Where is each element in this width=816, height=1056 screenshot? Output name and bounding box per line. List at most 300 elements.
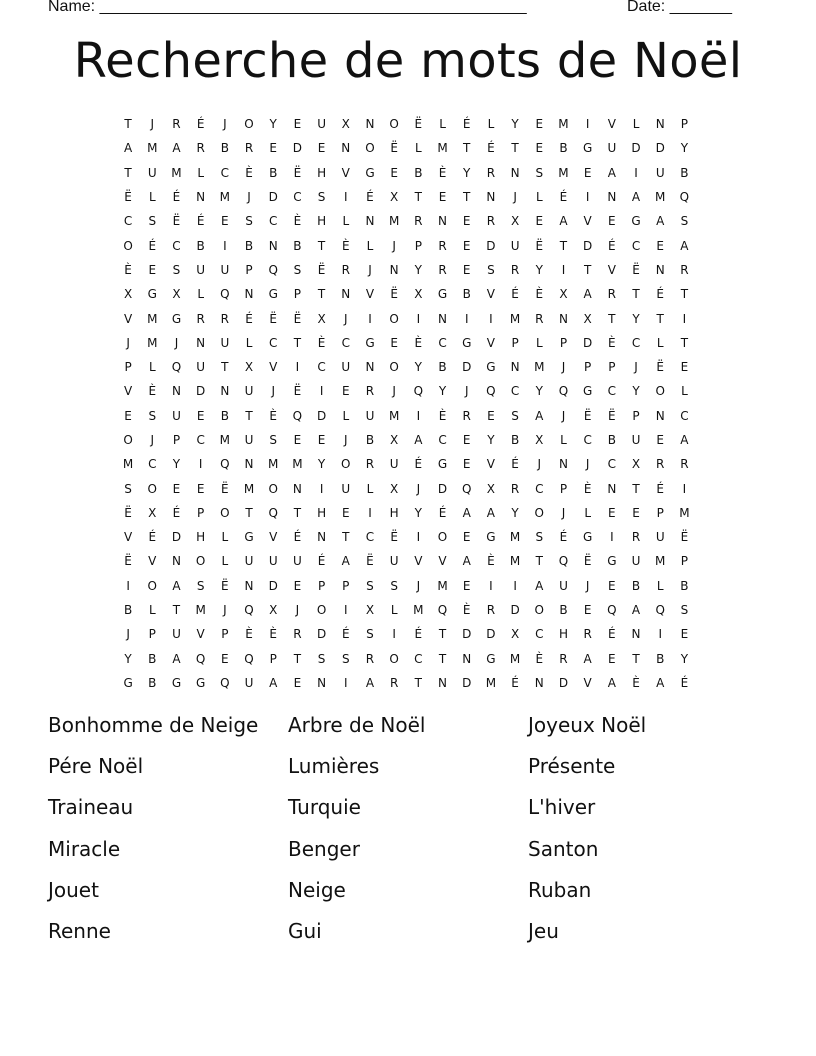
grid-letter: E bbox=[196, 408, 205, 423]
grid-letter: M bbox=[509, 554, 521, 569]
grid-letter: R bbox=[365, 457, 375, 472]
grid-letter: C bbox=[293, 190, 302, 205]
grid-letter: S bbox=[317, 651, 326, 666]
grid-letter: Ë bbox=[124, 505, 132, 520]
grid-letter: I bbox=[682, 311, 687, 326]
grid-letter: B bbox=[220, 141, 229, 156]
grid-letter: I bbox=[634, 165, 638, 180]
grid-letter: A bbox=[123, 141, 133, 156]
grid-letter: L bbox=[366, 238, 374, 253]
grid-letter: D bbox=[462, 675, 472, 690]
grid-letter: È bbox=[438, 408, 447, 423]
grid-letter: S bbox=[535, 165, 544, 180]
grid-letter: N bbox=[607, 481, 617, 496]
grid-letter: J bbox=[561, 408, 566, 423]
grid-letter: A bbox=[341, 554, 350, 569]
grid-letter: R bbox=[244, 141, 254, 156]
grid-letter: Q bbox=[558, 384, 569, 399]
grid-letter: G bbox=[583, 384, 593, 399]
grid-letter: N bbox=[317, 530, 327, 545]
grid-letter: L bbox=[656, 578, 664, 593]
grid-letter: P bbox=[656, 505, 664, 520]
grid-letter: L bbox=[656, 335, 664, 350]
grid-letter: J bbox=[344, 433, 348, 447]
grid-letter: A bbox=[172, 651, 181, 666]
grid-letter: É bbox=[196, 117, 205, 132]
grid-letter: É bbox=[148, 238, 157, 253]
grid-letter: I bbox=[513, 578, 517, 593]
grid-letter: Q bbox=[558, 554, 569, 569]
grid-letter: G bbox=[486, 651, 496, 666]
grid-letter: É bbox=[511, 675, 519, 690]
grid-letter: N bbox=[486, 190, 496, 205]
grid-letter: D bbox=[268, 190, 278, 205]
word-list-item: Traineau bbox=[48, 795, 134, 820]
grid-letter: O bbox=[365, 141, 375, 156]
grid-letter: Ë bbox=[293, 165, 302, 180]
grid-letter: E bbox=[608, 578, 616, 593]
grid-letter: C bbox=[631, 238, 641, 253]
grid-letter: U bbox=[220, 262, 230, 277]
grid-letter: C bbox=[365, 530, 375, 545]
grid-letter: Y bbox=[414, 505, 423, 520]
grid-letter: A bbox=[583, 287, 592, 302]
grid-letter: T bbox=[342, 530, 350, 545]
grid-letter: E bbox=[148, 262, 157, 277]
grid-letter: N bbox=[341, 141, 351, 156]
grid-letter: É bbox=[172, 505, 181, 520]
grid-letter: J bbox=[295, 603, 300, 618]
grid-letter: M bbox=[679, 505, 690, 520]
grid-letter: J bbox=[174, 335, 179, 350]
grid-letter: U bbox=[172, 627, 181, 642]
grid-letter: Ë bbox=[366, 554, 374, 569]
grid-letter: M bbox=[147, 335, 158, 350]
grid-letter: P bbox=[124, 360, 132, 375]
grid-letter: V bbox=[196, 627, 205, 642]
grid-letter: B bbox=[559, 603, 568, 618]
grid-letter: J bbox=[150, 433, 155, 447]
grid-letter: X bbox=[365, 603, 375, 618]
grid-letter: R bbox=[631, 530, 641, 545]
grid-letter: E bbox=[341, 505, 350, 520]
grid-letter: Ë bbox=[583, 554, 592, 569]
word-list-item: Turquie bbox=[288, 795, 361, 820]
grid-letter: É bbox=[414, 627, 423, 642]
grid-letter: T bbox=[632, 287, 640, 302]
grid-letter: L bbox=[197, 287, 204, 302]
grid-letter: Y bbox=[124, 651, 132, 666]
grid-letter: S bbox=[680, 603, 689, 618]
grid-letter: M bbox=[147, 141, 158, 156]
grid-letter: G bbox=[171, 675, 182, 690]
grid-letter: N bbox=[655, 408, 665, 423]
grid-letter: Ë bbox=[269, 311, 278, 326]
grid-letter: G bbox=[365, 335, 375, 350]
grid-letter: T bbox=[463, 141, 471, 156]
grid-letter: E bbox=[680, 360, 689, 375]
grid-letter: A bbox=[559, 214, 568, 229]
grid-letter: L bbox=[148, 190, 156, 205]
grid-letter: M bbox=[655, 554, 666, 569]
word-list-item: Santon bbox=[528, 836, 599, 861]
grid-letter: G bbox=[365, 165, 375, 180]
grid-letter: Q bbox=[607, 603, 617, 618]
grid-letter: A bbox=[486, 505, 496, 520]
grid-letter: C bbox=[631, 335, 641, 350]
grid-letter: È bbox=[535, 287, 544, 302]
grid-letter: I bbox=[126, 578, 130, 593]
grid-letter: E bbox=[124, 408, 132, 423]
grid-letter: N bbox=[462, 651, 472, 666]
grid-letter: Y bbox=[414, 262, 423, 277]
grid-letter: G bbox=[196, 675, 206, 690]
grid-letter: E bbox=[293, 117, 302, 132]
grid-letter: I bbox=[295, 360, 300, 375]
grid-letter: P bbox=[680, 117, 689, 132]
grid-letter: V bbox=[583, 214, 592, 229]
grid-letter: D bbox=[583, 238, 593, 253]
grid-letter: É bbox=[656, 287, 665, 302]
grid-letter: P bbox=[293, 287, 302, 302]
grid-letter: X bbox=[535, 433, 544, 447]
grid-letter: B bbox=[414, 165, 423, 180]
grid-letter: R bbox=[196, 141, 205, 156]
grid-letter: X bbox=[583, 311, 592, 326]
grid-letter: Ë bbox=[221, 481, 229, 496]
grid-letter: R bbox=[220, 311, 230, 326]
grid-letter: H bbox=[389, 505, 399, 520]
grid-letter: U bbox=[631, 554, 641, 569]
word-list-item: Benger bbox=[288, 836, 360, 861]
grid-letter: T bbox=[317, 287, 326, 302]
grid-letter: R bbox=[535, 311, 544, 326]
grid-letter: A bbox=[607, 675, 616, 690]
grid-letter: E bbox=[462, 578, 471, 593]
grid-letter: Ë bbox=[293, 384, 302, 399]
grid-letter: Y bbox=[680, 141, 689, 156]
grid-letter: P bbox=[342, 578, 350, 593]
grid-letter: E bbox=[583, 603, 592, 618]
grid-letter: T bbox=[438, 627, 447, 642]
grid-letter: Ë bbox=[390, 141, 398, 156]
grid-letter: R bbox=[656, 457, 665, 472]
grid-letter: A bbox=[462, 505, 471, 520]
grid-letter: B bbox=[559, 141, 568, 156]
grid-letter: D bbox=[196, 384, 206, 399]
grid-letter: Q bbox=[268, 262, 278, 277]
grid-letter: È bbox=[608, 335, 616, 350]
grid-letter: È bbox=[245, 165, 253, 180]
grid-letter: Q bbox=[195, 651, 206, 666]
grid-letter: E bbox=[390, 335, 398, 350]
grid-letter: U bbox=[244, 384, 254, 399]
grid-letter: Q bbox=[413, 384, 424, 399]
grid-letter: B bbox=[680, 578, 689, 593]
grid-letter: I bbox=[319, 481, 324, 496]
grid-letter: Ë bbox=[680, 530, 689, 545]
grid-letter: E bbox=[462, 457, 471, 472]
grid-letter: É bbox=[559, 530, 568, 545]
grid-letter: E bbox=[462, 214, 471, 229]
grid-letter: U bbox=[172, 408, 181, 423]
grid-letter: O bbox=[123, 238, 133, 253]
grid-letter: J bbox=[392, 238, 396, 253]
grid-letter: M bbox=[388, 408, 400, 423]
grid-letter: E bbox=[317, 433, 326, 447]
word-list-item: Ruban bbox=[528, 877, 592, 902]
grid-letter: I bbox=[198, 457, 203, 472]
grid-letter: J bbox=[392, 384, 396, 399]
grid-letter: I bbox=[489, 311, 493, 326]
grid-letter: Y bbox=[438, 384, 447, 399]
grid-letter: D bbox=[655, 141, 665, 156]
grid-letter: Y bbox=[463, 165, 471, 180]
grid-letter: J bbox=[368, 262, 372, 277]
grid-letter: N bbox=[655, 117, 665, 132]
grid-letter: R bbox=[486, 165, 496, 180]
grid-letter: M bbox=[558, 165, 569, 180]
grid-letter: T bbox=[172, 603, 181, 618]
grid-letter: J bbox=[126, 627, 130, 642]
grid-letter: C bbox=[220, 165, 230, 180]
grid-letter: O bbox=[534, 603, 544, 618]
grid-letter: E bbox=[293, 433, 302, 447]
grid-letter: C bbox=[196, 433, 205, 447]
grid-letter: Ë bbox=[583, 408, 592, 423]
grid-letter: Q bbox=[486, 384, 496, 399]
grid-letter: R bbox=[510, 481, 520, 496]
grid-letter: Q bbox=[437, 603, 448, 618]
grid-letter: T bbox=[559, 238, 568, 253]
grid-letter: M bbox=[219, 190, 231, 205]
grid-letter: É bbox=[680, 675, 689, 690]
grid-letter: É bbox=[511, 287, 519, 302]
grid-letter: U bbox=[341, 481, 351, 496]
grid-letter: T bbox=[245, 505, 253, 520]
grid-letter: Ë bbox=[414, 117, 423, 132]
grid-letter: E bbox=[462, 433, 471, 447]
grid-letter: B bbox=[680, 165, 689, 180]
grid-letter: N bbox=[220, 384, 230, 399]
grid-letter: T bbox=[293, 505, 302, 520]
grid-letter: P bbox=[414, 238, 422, 253]
grid-letter: E bbox=[680, 627, 689, 642]
grid-letter: H bbox=[317, 165, 327, 180]
grid-letter: P bbox=[584, 360, 592, 375]
grid-letter: N bbox=[438, 311, 448, 326]
grid-letter: D bbox=[292, 141, 303, 156]
grid-letter: E bbox=[656, 433, 665, 447]
grid-letter: E bbox=[172, 481, 181, 496]
grid-letter: E bbox=[632, 505, 640, 520]
grid-letter: A bbox=[631, 190, 641, 205]
grid-letter: M bbox=[122, 457, 134, 472]
grid-letter: T bbox=[463, 190, 471, 205]
grid-letter: T bbox=[293, 651, 302, 666]
grid-letter: N bbox=[196, 335, 206, 350]
grid-letter: J bbox=[247, 190, 251, 205]
grid-letter: L bbox=[197, 165, 204, 180]
grid-letter: E bbox=[608, 505, 616, 520]
word-list-item: Pére Noël bbox=[48, 754, 144, 779]
grid-letter: J bbox=[561, 360, 566, 375]
grid-letter: E bbox=[317, 141, 326, 156]
grid-letter: E bbox=[462, 238, 471, 253]
page-title: Recherche de mots de Noël bbox=[73, 33, 743, 89]
grid-letter: D bbox=[268, 578, 278, 593]
grid-letter: I bbox=[561, 262, 566, 277]
grid-letter: V bbox=[341, 165, 350, 180]
grid-letter: Y bbox=[511, 505, 519, 520]
word-list-item: Joyeux Noël bbox=[528, 713, 647, 737]
word-search-grid bbox=[116, 112, 697, 695]
grid-letter: U bbox=[389, 554, 399, 569]
grid-letter: Y bbox=[632, 311, 640, 326]
grid-letter: È bbox=[462, 603, 471, 618]
grid-letter: R bbox=[293, 627, 302, 642]
grid-letter: N bbox=[365, 360, 375, 375]
grid-letter: I bbox=[416, 311, 421, 326]
grid-letter: D bbox=[583, 335, 593, 350]
grid-letter: I bbox=[610, 530, 614, 545]
grid-letter: M bbox=[534, 360, 545, 375]
grid-letter: S bbox=[366, 627, 374, 642]
grid-letter: A bbox=[365, 675, 375, 690]
word-list-item: Neige bbox=[288, 877, 346, 902]
grid-letter: C bbox=[680, 408, 689, 423]
grid-letter: I bbox=[658, 627, 662, 642]
grid-letter: B bbox=[656, 651, 665, 666]
grid-letter: E bbox=[341, 384, 350, 399]
grid-letter: C bbox=[123, 214, 133, 229]
grid-letter: É bbox=[196, 214, 205, 229]
grid-letter: X bbox=[559, 287, 568, 302]
grid-letter: V bbox=[438, 554, 447, 569]
grid-letter: Y bbox=[269, 117, 277, 132]
grid-letter: Ë bbox=[124, 190, 132, 205]
grid-letter: Q bbox=[220, 675, 230, 690]
grid-letter: A bbox=[680, 433, 689, 447]
grid-letter: E bbox=[535, 141, 544, 156]
grid-letter: O bbox=[147, 481, 157, 496]
grid-letter: C bbox=[172, 238, 181, 253]
grid-letter: M bbox=[292, 457, 303, 472]
grid-letter: X bbox=[414, 287, 423, 302]
grid-letter: J bbox=[416, 481, 421, 496]
grid-letter: È bbox=[148, 384, 157, 399]
grid-letter: L bbox=[439, 117, 446, 132]
grid-letter: X bbox=[390, 190, 399, 205]
grid-letter: E bbox=[608, 214, 616, 229]
grid-letter: I bbox=[416, 530, 421, 545]
grid-letter: Y bbox=[511, 117, 519, 132]
grid-letter: C bbox=[535, 627, 544, 642]
grid-letter: A bbox=[269, 675, 278, 690]
grid-letter: V bbox=[486, 335, 496, 350]
grid-letter: O bbox=[195, 554, 206, 569]
word-list-item: Gui bbox=[288, 918, 322, 943]
grid-letter: O bbox=[147, 578, 157, 593]
grid-letter: V bbox=[607, 262, 616, 277]
grid-letter: É bbox=[559, 190, 568, 205]
grid-letter: N bbox=[341, 287, 351, 302]
word-list-item: Arbre de Noël bbox=[288, 713, 426, 737]
grid-letter: Y bbox=[172, 457, 181, 472]
grid-letter: X bbox=[317, 311, 326, 326]
grid-letter: L bbox=[245, 335, 253, 350]
grid-letter: P bbox=[148, 627, 156, 642]
grid-letter: B bbox=[148, 651, 157, 666]
grid-letter: T bbox=[632, 481, 640, 496]
grid-letter: É bbox=[317, 554, 326, 569]
grid-letter: R bbox=[341, 262, 350, 277]
grid-letter: L bbox=[487, 117, 495, 132]
grid-letter: D bbox=[510, 603, 520, 618]
grid-letter: X bbox=[510, 214, 520, 229]
grid-letter: N bbox=[244, 457, 254, 472]
grid-letter: P bbox=[680, 554, 689, 569]
grid-letter: D bbox=[486, 238, 496, 253]
grid-letter: J bbox=[150, 117, 155, 132]
grid-letter: U bbox=[147, 165, 157, 180]
grid-letter: S bbox=[245, 214, 253, 229]
grid-letter: R bbox=[510, 262, 520, 277]
grid-letter: Q bbox=[292, 408, 303, 423]
grid-letter: V bbox=[123, 530, 133, 545]
grid-letter: N bbox=[438, 675, 448, 690]
grid-letter: N bbox=[534, 675, 544, 690]
grid-letter: N bbox=[317, 675, 327, 690]
grid-letter: R bbox=[680, 457, 689, 472]
grid-letter: A bbox=[414, 433, 423, 447]
grid-letter: U bbox=[341, 360, 351, 375]
grid-letter: V bbox=[607, 117, 616, 132]
grid-letter: G bbox=[147, 287, 157, 302]
grid-letter: C bbox=[438, 433, 447, 447]
grid-letter: A bbox=[535, 408, 544, 423]
word-list-item: Renne bbox=[48, 918, 111, 943]
word-list-item: Lumières bbox=[288, 754, 380, 779]
grid-letter: S bbox=[511, 408, 519, 423]
grid-letter: G bbox=[437, 457, 448, 472]
grid-letter: I bbox=[416, 408, 421, 423]
grid-letter: V bbox=[123, 311, 133, 326]
grid-letter: O bbox=[244, 117, 254, 132]
grid-letter: P bbox=[269, 651, 277, 666]
grid-letter: I bbox=[344, 603, 348, 618]
grid-letter: È bbox=[269, 408, 278, 423]
grid-letter: U bbox=[220, 335, 230, 350]
grid-letter: J bbox=[585, 578, 590, 593]
grid-letter: N bbox=[365, 117, 375, 132]
grid-letter: S bbox=[390, 578, 398, 593]
grid-letter: N bbox=[171, 384, 181, 399]
grid-letter: U bbox=[244, 433, 254, 447]
grid-letter: É bbox=[462, 117, 471, 132]
grid-letter: Ë bbox=[535, 238, 544, 253]
word-list-item: Jouet bbox=[48, 877, 99, 902]
grid-letter: E bbox=[196, 481, 205, 496]
grid-letter: A bbox=[607, 165, 616, 180]
grid-letter: C bbox=[607, 457, 617, 472]
grid-letter: G bbox=[437, 287, 448, 302]
grid-letter: R bbox=[365, 384, 375, 399]
grid-letter: B bbox=[123, 603, 133, 618]
grid-letter: Ë bbox=[317, 262, 326, 277]
grid-letter: E bbox=[535, 214, 544, 229]
grid-letter: C bbox=[269, 335, 278, 350]
